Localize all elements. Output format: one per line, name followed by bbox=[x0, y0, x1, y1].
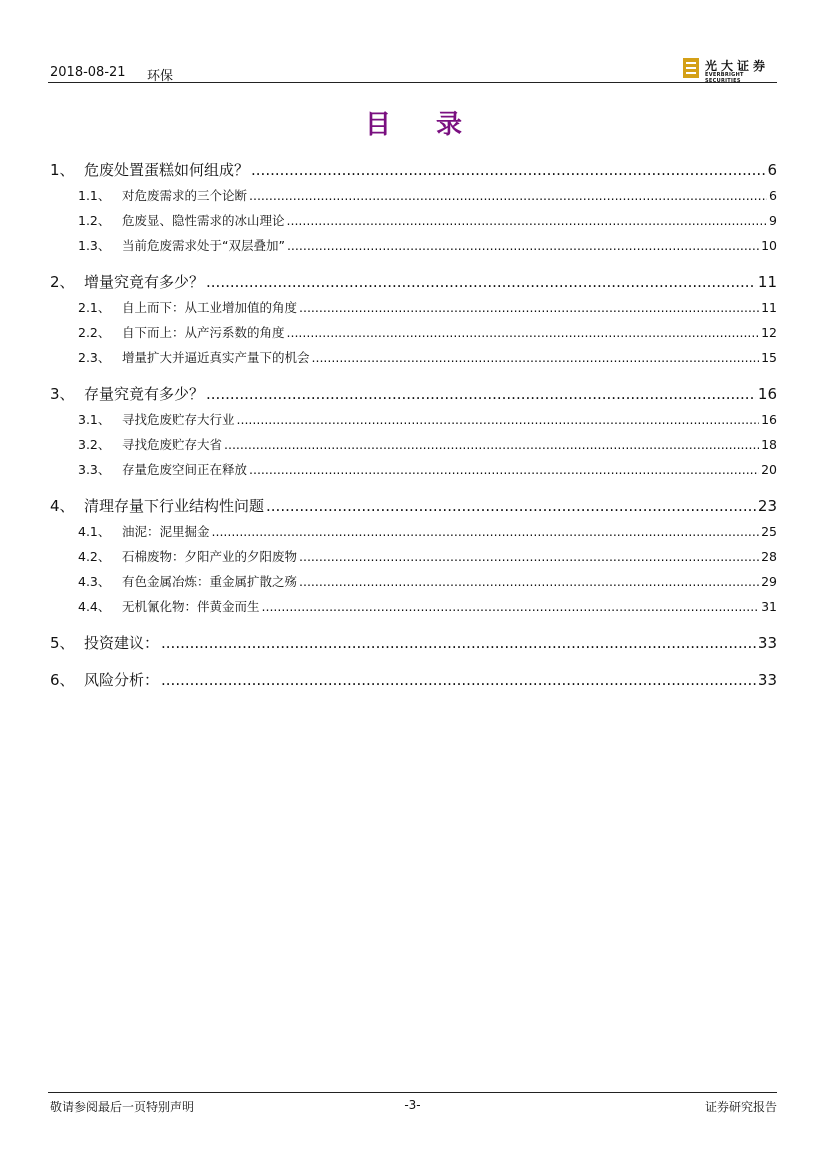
toc-dot-leader bbox=[249, 188, 767, 203]
brand-logo-icon bbox=[683, 58, 699, 78]
toc-dot-leader bbox=[299, 574, 759, 589]
toc-entry[interactable] bbox=[78, 410, 777, 428]
toc-entry-number: 2.3、 bbox=[78, 350, 111, 365]
toc-entry-title: 危废显、隐性需求的冰山理论 bbox=[122, 213, 285, 228]
toc-entry-page: 11 bbox=[757, 273, 777, 291]
toc-entry-page: 15 bbox=[761, 350, 777, 365]
toc-dot-leader bbox=[287, 325, 760, 340]
toc-entry-page: 28 bbox=[761, 549, 777, 564]
toc-entry-number: 1.3、 bbox=[78, 238, 111, 253]
toc-entry-title: 自下而上：从产污系数的角度 bbox=[122, 325, 285, 340]
brand-name-cn: 光大证券 bbox=[705, 59, 770, 73]
toc-entry-title: 投资建议： bbox=[84, 634, 160, 652]
toc-entry[interactable] bbox=[48, 495, 777, 516]
toc-entry-title: 石棉废物：夕阳产业的夕阳废物 bbox=[122, 549, 298, 564]
toc-entry-page: 9 bbox=[769, 213, 777, 228]
brand-name-en: EVERBRIGHT SECURITIES bbox=[705, 72, 744, 84]
toc-entry-number: 4.4、 bbox=[78, 599, 111, 614]
toc-entry[interactable] bbox=[48, 669, 777, 690]
toc-dot-leader bbox=[287, 238, 759, 253]
toc-entry-title: 存量危废空间正在释放 bbox=[122, 462, 248, 477]
toc-dot-leader bbox=[299, 300, 759, 315]
toc-entry-page: 12 bbox=[761, 325, 777, 340]
toc-entry-title: 油泥：泥里掘金 bbox=[122, 524, 210, 539]
report-date: 2018-08-21 bbox=[50, 65, 126, 80]
brand-logo bbox=[683, 57, 777, 84]
toc-dot-leader bbox=[224, 437, 759, 452]
toc-entry-title: 增量究竟有多少？ bbox=[84, 273, 205, 291]
toc-dot-leader bbox=[237, 412, 760, 427]
toc-entry-number: 6、 bbox=[50, 671, 75, 689]
toc-dot-leader bbox=[161, 671, 756, 689]
footer-divider bbox=[48, 1092, 777, 1093]
toc-entry-number: 4.1、 bbox=[78, 524, 111, 539]
toc-entry[interactable] bbox=[78, 348, 777, 366]
toc-entry-page: 23 bbox=[757, 497, 777, 515]
toc-entry[interactable] bbox=[78, 460, 777, 478]
toc-entry-title: 清理存量下行业结构性问题 bbox=[84, 497, 265, 515]
toc-entry-title: 风险分析： bbox=[84, 671, 160, 689]
toc-entry-page: 16 bbox=[757, 385, 777, 403]
toc-dot-leader bbox=[206, 385, 756, 403]
toc-entry-page: 29 bbox=[761, 574, 777, 589]
report-sector: 环保 bbox=[147, 69, 174, 84]
toc-entry-number: 4.3、 bbox=[78, 574, 111, 589]
page-footer bbox=[48, 1092, 777, 1122]
toc-entry[interactable] bbox=[78, 597, 777, 615]
toc-entry-page: 33 bbox=[757, 671, 777, 689]
toc-entry-page: 16 bbox=[761, 412, 777, 427]
toc-dot-leader bbox=[312, 350, 760, 365]
toc-entry-title: 自上而下：从工业增加值的角度 bbox=[122, 300, 298, 315]
toc-entry-page: 20 bbox=[761, 462, 777, 477]
toc-entry-number: 2.2、 bbox=[78, 325, 111, 340]
toc-dot-leader bbox=[266, 497, 756, 515]
toc-dot-leader bbox=[287, 213, 768, 228]
toc-entry-title: 当前危废需求处于“双层叠加” bbox=[122, 238, 285, 253]
toc-entry[interactable] bbox=[48, 159, 777, 180]
toc-dot-leader bbox=[212, 524, 760, 539]
toc-entry-number: 4、 bbox=[50, 497, 75, 515]
toc-entry[interactable] bbox=[78, 211, 777, 229]
toc-entry-page: 33 bbox=[757, 634, 777, 652]
toc-dot-leader bbox=[161, 634, 756, 652]
toc-entry-number: 2、 bbox=[50, 273, 75, 291]
toc-entry-page: 31 bbox=[761, 599, 777, 614]
toc-entry-title: 无机氰化物：伴黄金而生 bbox=[122, 599, 260, 614]
header-divider bbox=[48, 82, 777, 83]
toc-entry-title: 寻找危废贮存大省 bbox=[122, 437, 223, 452]
toc-entry[interactable] bbox=[78, 298, 777, 316]
toc-entry-number: 5、 bbox=[50, 634, 75, 652]
toc-entry-number: 1.2、 bbox=[78, 213, 111, 228]
toc-entry-number: 1、 bbox=[50, 161, 75, 179]
toc-entry-page: 18 bbox=[761, 437, 777, 452]
toc-dot-leader bbox=[249, 462, 759, 477]
toc-entry-page: 11 bbox=[761, 300, 777, 315]
toc-entry[interactable] bbox=[78, 522, 777, 540]
toc-entry[interactable] bbox=[78, 236, 777, 254]
toc-dot-leader bbox=[251, 161, 765, 179]
toc-dot-leader bbox=[262, 599, 760, 614]
toc-entry-number: 3.3、 bbox=[78, 462, 111, 477]
toc-entry[interactable] bbox=[78, 547, 777, 565]
toc-dot-leader bbox=[299, 549, 759, 564]
toc-entry-title: 对危废需求的三个论断 bbox=[122, 188, 248, 203]
page-number: -3- bbox=[404, 1098, 421, 1112]
toc-entry-page: 6 bbox=[769, 188, 777, 203]
toc-dot-leader bbox=[206, 273, 756, 291]
toc-entry-page: 10 bbox=[761, 238, 777, 253]
toc-entry-page: 25 bbox=[761, 524, 777, 539]
toc-entry-number: 3.1、 bbox=[78, 412, 111, 427]
toc-entry[interactable] bbox=[78, 572, 777, 590]
toc-entry[interactable] bbox=[48, 383, 777, 404]
toc-entry[interactable] bbox=[48, 271, 777, 292]
toc-entry[interactable] bbox=[78, 435, 777, 453]
toc-entry-title: 存量究竟有多少？ bbox=[84, 385, 205, 403]
toc-entry-title: 增量扩大并逼近真实产量下的机会 bbox=[122, 350, 310, 365]
toc-entry[interactable] bbox=[78, 323, 777, 341]
page-title: 目 录 bbox=[364, 110, 481, 140]
toc-entry-number: 3.2、 bbox=[78, 437, 111, 452]
toc-entry-title: 寻找危废贮存大行业 bbox=[122, 412, 235, 427]
report-type: 证券研究报告 bbox=[704, 1100, 777, 1114]
page-header bbox=[48, 57, 777, 83]
toc-entry-number: 4.2、 bbox=[78, 549, 111, 564]
toc-entry-title: 危废处置蛋糕如何组成？ bbox=[84, 161, 250, 179]
toc-entry[interactable] bbox=[78, 186, 777, 204]
disclaimer-note: 敬请参阅最后一页特别声明 bbox=[50, 1100, 195, 1114]
toc-entry-number: 1.1、 bbox=[78, 188, 111, 203]
toc-entry-number: 2.1、 bbox=[78, 300, 111, 315]
toc-entry-page: 6 bbox=[767, 161, 777, 179]
toc-entry-number: 3、 bbox=[50, 385, 75, 403]
toc-entry-title: 有色金属冶炼：重金属扩散之殇 bbox=[122, 574, 298, 589]
toc-entry[interactable] bbox=[48, 632, 777, 653]
